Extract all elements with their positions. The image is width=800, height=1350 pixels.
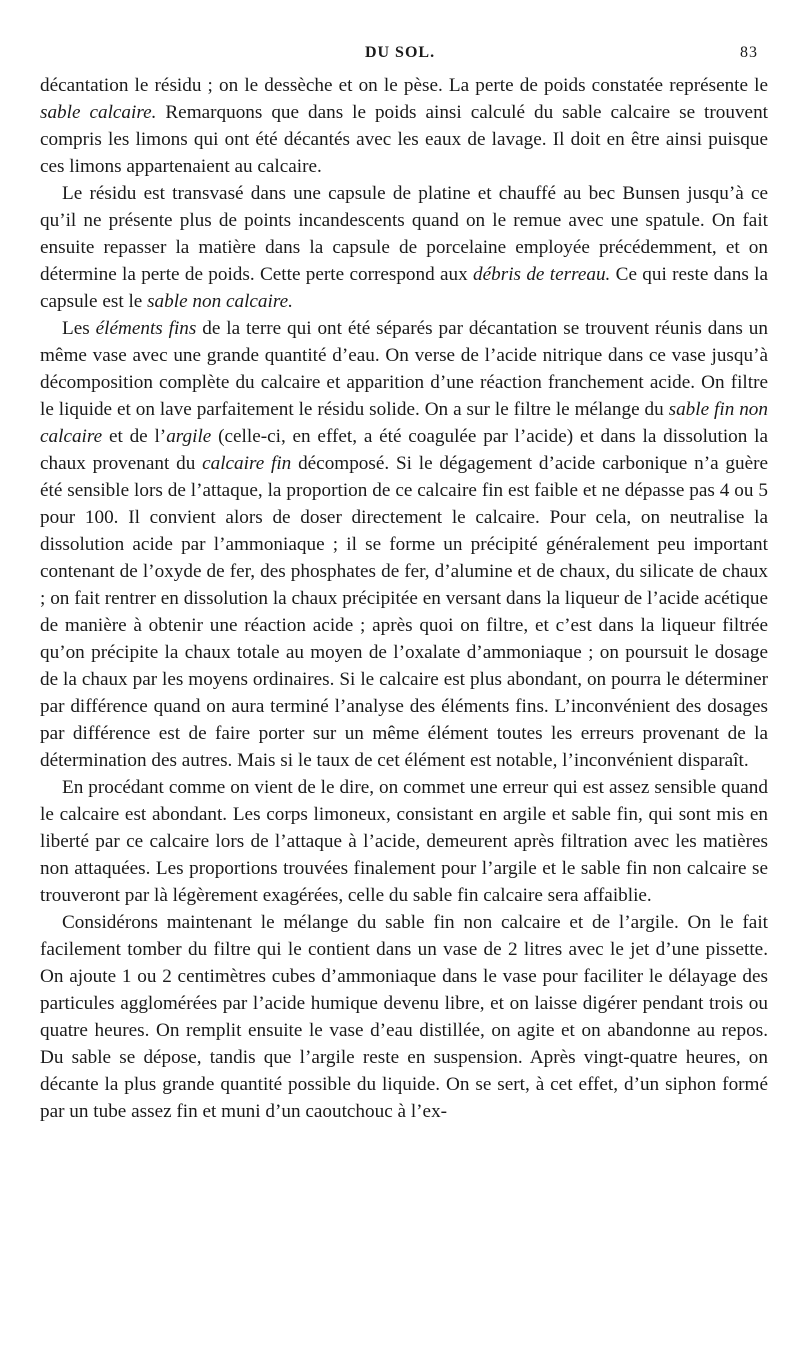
page-header <box>40 44 760 70</box>
paragraph <box>40 72 768 180</box>
italic-term: débris de terreau. <box>473 264 611 285</box>
italic-term: sable fin non calcaire <box>40 399 768 447</box>
text-run: Le résidu est transvasé dans une capsule de platine et chauffé au bec Bunsen jusqu’à ce qu’il ne présente plus de points incandescents quand on le remue avec une spatule. On fait ensuite repasser la matière dans la capsule de porcelaine employée précédemment, et on détermine la perte de poids. Cette perte correspond aux <box>40 183 768 285</box>
italic-term: sable calcaire. <box>40 102 157 123</box>
paragraph <box>40 909 768 1125</box>
text-run: Considérons maintenant le mélange du sable fin non calcaire et de l’argile. On le fait facilement tomber du filtre qui le contient dans un vase de 2 litres avec le jet d’une pissette. On ajoute 1 ou 2 centimètres cubes d’ammoniaque dans le vase pour faciliter le délayage des particules agglomérées par l’acide humique devenu libre, et on laisse digérer pendant trois ou quatre heures. On remplit ensuite le vase d’eau distillée, on agite et on abandonne au repos. Du sable se dépose, tandis que l’argile reste en suspension. Après vingt-quatre heures, on décante la plus grande quantité possible du liquide. On se sert, à cet effet, d’un siphon formé par un tube assez fin et muni d’un caoutchouc à l’ex- <box>40 912 768 1122</box>
text-run: Les <box>62 318 96 339</box>
text-run: de la terre qui ont été séparés par décantation se trouvent réunis dans un même vase avec une grande quantité d’eau. On verse de l’acide nitrique dans ce vase jusqu’à décomposition complète du calcaire et apparition d’une réaction franchement acide. On filtre le liquide et on lave parfaitement le résidu solide. On a sur le filtre le mélange du <box>40 318 768 420</box>
italic-term: calcaire fin <box>202 453 292 474</box>
italic-term: argile <box>166 426 212 447</box>
text-run: Ce qui reste dans la capsule est le <box>40 264 769 312</box>
text-run: Remarquons que dans le poids ainsi calculé du sable calcaire se trouvent compris les limons qui ont été décantés avec les eaux de lavage. Il doit en être ainsi puisque ces limons appartenaient au calcaire. <box>40 102 768 177</box>
paragraph <box>40 774 768 909</box>
page-number: 83 <box>740 44 758 61</box>
text-run: (celle-ci, en effet, a été coagulée par l’acide) et dans la dissolution la chaux provenant du <box>40 426 768 474</box>
italic-term: éléments fins <box>95 318 197 339</box>
paragraph <box>40 315 768 774</box>
text-run: En procédant comme on vient de le dire, on commet une erreur qui est assez sensible quand le calcaire est abondant. Les corps limoneux, consistant en argile et sable fin, qui sont mis en liberté par ce calcaire lors de l’attaque à l’acide, demeurent après filtration avec les matières non attaquées. Les proportions trouvées finalement pour l’argile et le sable fin non calcaire se trouveront par là légèrement exagérées, celle du sable fin calcaire sera affaiblie. <box>40 777 768 906</box>
paragraph <box>40 180 768 315</box>
text-run: décomposé. Si le dégagement d’acide carbonique n’a guère été sensible lors de l’attaque, la proportion de ce calcaire fin est faible et ne dépasse pas 4 ou 5 pour 100. Il convient alors de doser directement le calcaire. Pour cela, on neutralise la dissolution acide par l’ammoniaque ; il se forme un précipité généralement peu important contenant de l’oxyde de fer, des phosphates de fer, d’alumine et de chaux, du silicate de chaux ; on fait rentrer en dissolution la chaux précipitée en versant dans la liqueur de l’acide acétique de manière à obtenir une réaction acide ; après quoi on filtre, et c’est dans la liqueur filtrée qu’on précipite la chaux totale au moyen de l’oxalate d’ammoniaque ; on poursuit le dosage de la chaux par les moyens ordinaires. Si le calcaire est plus abondant, on pourra le déterminer par différence quand on aura terminé l’analyse des éléments fins. L’inconvénient des dosages par différence est de faire porter sur un même élément toutes les erreurs provenant de la détermination des autres. Mais si le taux de cet élément est notable, l’inconvénient disparaît. <box>40 453 768 771</box>
running-head: DU SOL. <box>364 44 436 61</box>
text-run: décantation le résidu ; on le dessèche et on le pèse. La perte de poids constatée représente le <box>40 75 768 96</box>
italic-term: sable non calcaire. <box>147 291 293 312</box>
text-run: et de l’ <box>102 426 167 447</box>
page-body <box>40 72 768 1125</box>
